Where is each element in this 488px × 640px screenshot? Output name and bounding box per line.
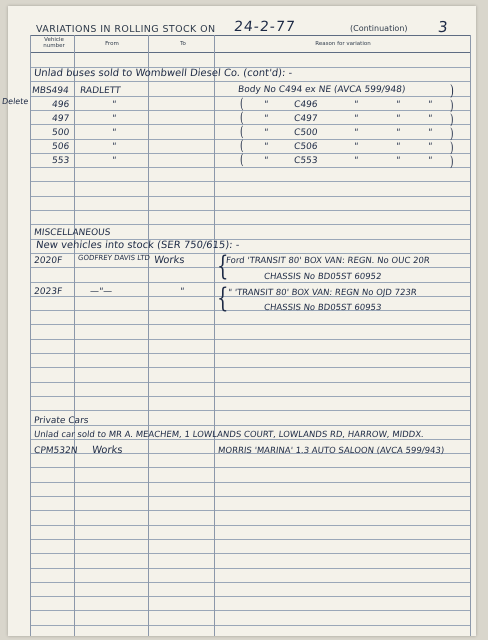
ditto-mark: "	[427, 100, 433, 110]
section2-heading: MISCELLANEOUS	[33, 228, 111, 238]
column-line-left	[30, 35, 31, 636]
row-vehicle: 500	[51, 128, 70, 138]
ditto-mark: "	[395, 100, 401, 110]
close-bracket: )	[450, 141, 454, 157]
ditto-mark: "	[427, 156, 433, 166]
ruled-line	[30, 210, 470, 211]
row-to: "	[179, 287, 185, 297]
column-line-from	[148, 35, 149, 636]
row-body: C500	[293, 128, 318, 138]
row-vehicle: 496	[51, 100, 70, 110]
ruled-line	[30, 510, 470, 511]
ruled-line	[30, 467, 470, 468]
open-bracket: (	[240, 111, 244, 127]
row-chassis: CHASSIS No BD05ST 60952	[263, 272, 382, 282]
form-title: VARIATIONS IN ROLLING STOCK ON	[36, 24, 216, 35]
ditto-mark: "	[353, 128, 359, 138]
row-vehicle: 497	[51, 114, 70, 124]
ruled-line	[30, 167, 470, 168]
ruled-line	[30, 625, 470, 626]
continuation-label: (Continuation)	[350, 24, 408, 33]
margin-note: Delete	[1, 97, 29, 106]
ditto-mark: "	[395, 142, 401, 152]
ditto-mark: "	[263, 156, 269, 166]
column-line-right	[470, 35, 471, 636]
open-bracket: (	[240, 139, 244, 155]
row-from: RADLETT	[79, 86, 122, 96]
close-bracket: )	[450, 127, 454, 143]
ditto-mark: "	[353, 142, 359, 152]
date-entry: 24-2-77	[233, 19, 297, 35]
page-number: 3	[437, 18, 449, 36]
ruled-line	[30, 539, 470, 540]
row-from: "	[111, 128, 117, 138]
ditto-mark: "	[263, 114, 269, 124]
ruled-line	[30, 282, 470, 283]
ditto-mark: "	[263, 100, 269, 110]
ruled-line	[30, 96, 470, 97]
ditto-mark: "	[353, 156, 359, 166]
row-body: C497	[293, 114, 318, 124]
curly-brace: {	[217, 282, 229, 315]
ruled-line	[30, 568, 470, 569]
row-from: Works	[91, 445, 124, 456]
ruled-line	[30, 367, 470, 368]
ruled-line	[30, 339, 470, 340]
ruled-line	[30, 124, 470, 125]
curly-brace: {	[217, 250, 229, 283]
close-bracket: )	[450, 155, 454, 171]
ditto-mark: "	[427, 114, 433, 124]
close-bracket: )	[450, 83, 454, 100]
open-bracket: (	[240, 125, 244, 141]
row-from: "	[111, 100, 117, 110]
ditto-mark: "	[353, 100, 359, 110]
ruled-line	[30, 410, 470, 411]
column-header-from: From	[105, 41, 119, 47]
column-header-reason: Reason for variation	[315, 41, 371, 47]
row-reason: Ford 'TRANSIT 80' BOX VAN: REGN. No OUC 20R	[225, 256, 431, 266]
ruled-line	[30, 482, 470, 483]
close-bracket: )	[450, 113, 454, 129]
ruled-line	[30, 224, 470, 225]
row-reason: " 'TRANSIT 80' BOX VAN: REGN No OJD 723R	[227, 288, 418, 298]
row-vehicle: 2020F	[33, 256, 63, 266]
ruled-line	[30, 139, 470, 140]
ruled-line	[30, 181, 470, 182]
row-to: Works	[153, 255, 186, 266]
section2-subheading: New vehicles into stock (SER 750/615): -	[35, 240, 240, 251]
ruled-line	[30, 582, 470, 583]
column-header-vehicle: Vehicle number	[43, 37, 65, 49]
ditto-mark: "	[395, 128, 401, 138]
ditto-mark: "	[263, 128, 269, 138]
open-bracket: (	[240, 97, 244, 113]
row-from: "	[111, 156, 117, 166]
ditto-mark: "	[395, 114, 401, 124]
ruled-line	[30, 396, 470, 397]
row-vehicle: MBS494	[31, 86, 70, 96]
column-line-to	[214, 35, 215, 636]
section3-sale-line: Unlad car sold to MR A. MEACHEM, 1 LOWLANDS COURT, LOWLANDS RD, HARROW, MIDDX.	[33, 430, 425, 440]
open-bracket: (	[240, 153, 244, 169]
row-reason: MORRIS 'MARINA' 1.3 AUTO SALOON (AVCA 599/943)	[217, 446, 445, 456]
ditto-mark: "	[353, 114, 359, 124]
row-from: "	[111, 114, 117, 124]
row-vehicle: 506	[51, 142, 70, 152]
record-sheet	[1, 6, 476, 636]
column-line-vehicle	[74, 35, 75, 636]
ruled-line	[30, 525, 470, 526]
close-bracket: )	[450, 99, 454, 115]
row-from: GODFREY DAVIS LTD	[77, 254, 151, 262]
row-vehicle: CPM532N	[33, 446, 78, 456]
ruled-line	[30, 153, 470, 154]
ruled-line	[30, 496, 470, 497]
row-from: —"—	[89, 287, 113, 297]
ruled-line	[30, 196, 470, 197]
ruled-line	[30, 596, 470, 597]
ditto-mark: "	[427, 142, 433, 152]
column-header-to: To	[180, 41, 186, 47]
ruled-line	[30, 310, 470, 311]
row-vehicle: 553	[51, 156, 70, 166]
section3-heading: Private Cars	[33, 416, 89, 426]
ruled-line	[30, 110, 470, 111]
header-bottom-rule	[30, 52, 470, 53]
row-body: C496	[293, 100, 318, 110]
ruled-line	[30, 382, 470, 383]
ditto-mark: "	[395, 156, 401, 166]
ruled-line	[30, 353, 470, 354]
section1-heading: Unlad buses sold to Wombwell Diesel Co. (cont'd): -	[33, 68, 293, 79]
ruled-line	[30, 425, 470, 426]
ruled-line	[30, 610, 470, 611]
ruled-line	[30, 267, 470, 268]
ditto-mark: "	[263, 142, 269, 152]
row-body: C553	[293, 156, 318, 166]
row-from: "	[111, 142, 117, 152]
ruled-line	[30, 324, 470, 325]
ditto-mark: "	[427, 128, 433, 138]
ruled-line	[30, 553, 470, 554]
row-chassis: CHASSIS No BD05ST 60953	[263, 303, 382, 313]
ruled-line	[30, 81, 470, 82]
header-top-rule	[30, 35, 470, 36]
row-vehicle: 2023F	[33, 287, 63, 297]
row-body: C506	[293, 142, 318, 152]
row-reason: Body No C494 ex NE (AVCA 599/948)	[237, 85, 406, 95]
